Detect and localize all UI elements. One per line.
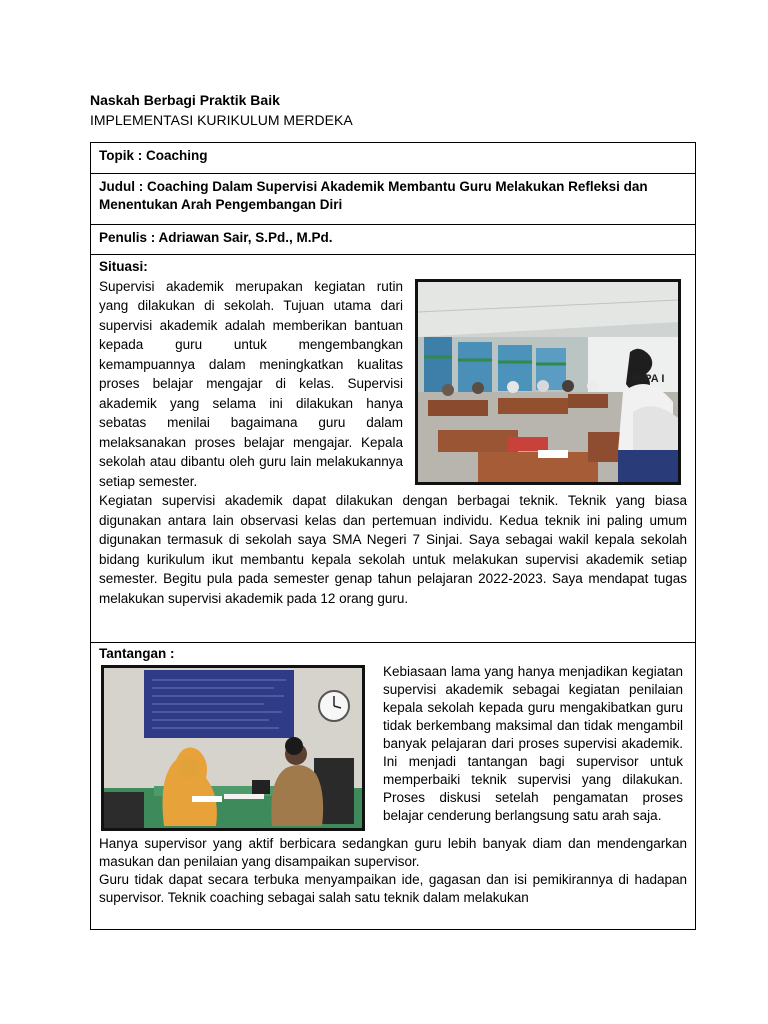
challenge-row	[91, 643, 695, 929]
classroom-photo	[415, 279, 681, 485]
situation-paragraph-2: Kegiatan supervisi akademik dapat dilakukan dengan berbagai teknik. Teknik yang biasa digunakan antara lain observasi kelas dan pertemuan individu. Kedua teknik ini paling umum digunakan termasuk di sekolah saya SMA Negeri 7 Sinjai. Saya sebagai wakil kepala sekolah bidang kurikulum ikut membantu kepala sekolah untuk melakukan supervisi akademik setiap semester. Begitu pula pada semester genap tahun pelajaran 2022-2023. Saya mendapat tugas melakukan supervisi akademik pada 12 orang guru.	[99, 493, 687, 606]
document-subtitle: IMPLEMENTASI KURIKULUM MERDEKA	[90, 112, 353, 128]
challenge-paragraph-1: Kebiasaan lama yang hanya menjadikan kegiatan supervisi akademik sebagai kegiatan penilaian kepala sekolah kepada guru mengakibatkan guru tidak berkembang maksimal dan tidak mengambil banyak pelajaran dari proses supervisi akademik. Ini menjadi tantangan bagi supervisor untuk memperbaiki teknik supervisi yang dilakukan. Proses diskusi setelah pengamatan proses belajar cenderung berlangsung satu arah saja.	[383, 664, 683, 823]
challenge-heading: Tantangan :	[99, 646, 175, 661]
topic-row: Topik : Coaching	[91, 143, 695, 174]
supervision-meeting-photo	[101, 665, 365, 831]
title-row: Judul : Coaching Dalam Supervisi Akademik Membantu Guru Melakukan Refleksi dan Menentukan Arah Pengembangan Diri	[91, 174, 695, 225]
document-title: Naskah Berbagi Praktik Baik	[90, 92, 280, 108]
challenge-paragraph-3: Guru tidak dapat secara terbuka menyampaikan ide, gagasan dan isi pemikirannya di hadapan supervisor. Teknik coaching sebagai salah satu teknik dalam melakukan	[99, 872, 687, 905]
situation-row	[91, 255, 695, 643]
situation-paragraph-1: Supervisi akademik merupakan kegiatan rutin yang dilakukan di sekolah. Tujuan utama dari supervisi akademik adalah memberikan bantuan kepada guru untuk mengembangkan kemampuannya dalam meningkatkan kualitas proses belajar mengajar di kelas. Supervisi akademik yang selama ini dilakukan hanya sebatas menilai bagaimana guru dalam melaksanakan proses belajar mengajar. Kepala sekolah atau dibantu oleh guru lain melakukannya setiap semester.	[99, 278, 403, 489]
author-row: Penulis : Adriawan Sair, S.Pd., M.Pd.	[91, 225, 695, 255]
situation-heading: Situasi:	[99, 259, 148, 274]
content-table	[90, 142, 696, 930]
challenge-paragraph-2: Hanya supervisor yang aktif berbicara sedangkan guru lebih banyak diam dan mendengarkan masukan dan penilaian yang disampaikan supervisor.	[99, 836, 687, 869]
wall-label: MIPA I	[632, 372, 665, 385]
